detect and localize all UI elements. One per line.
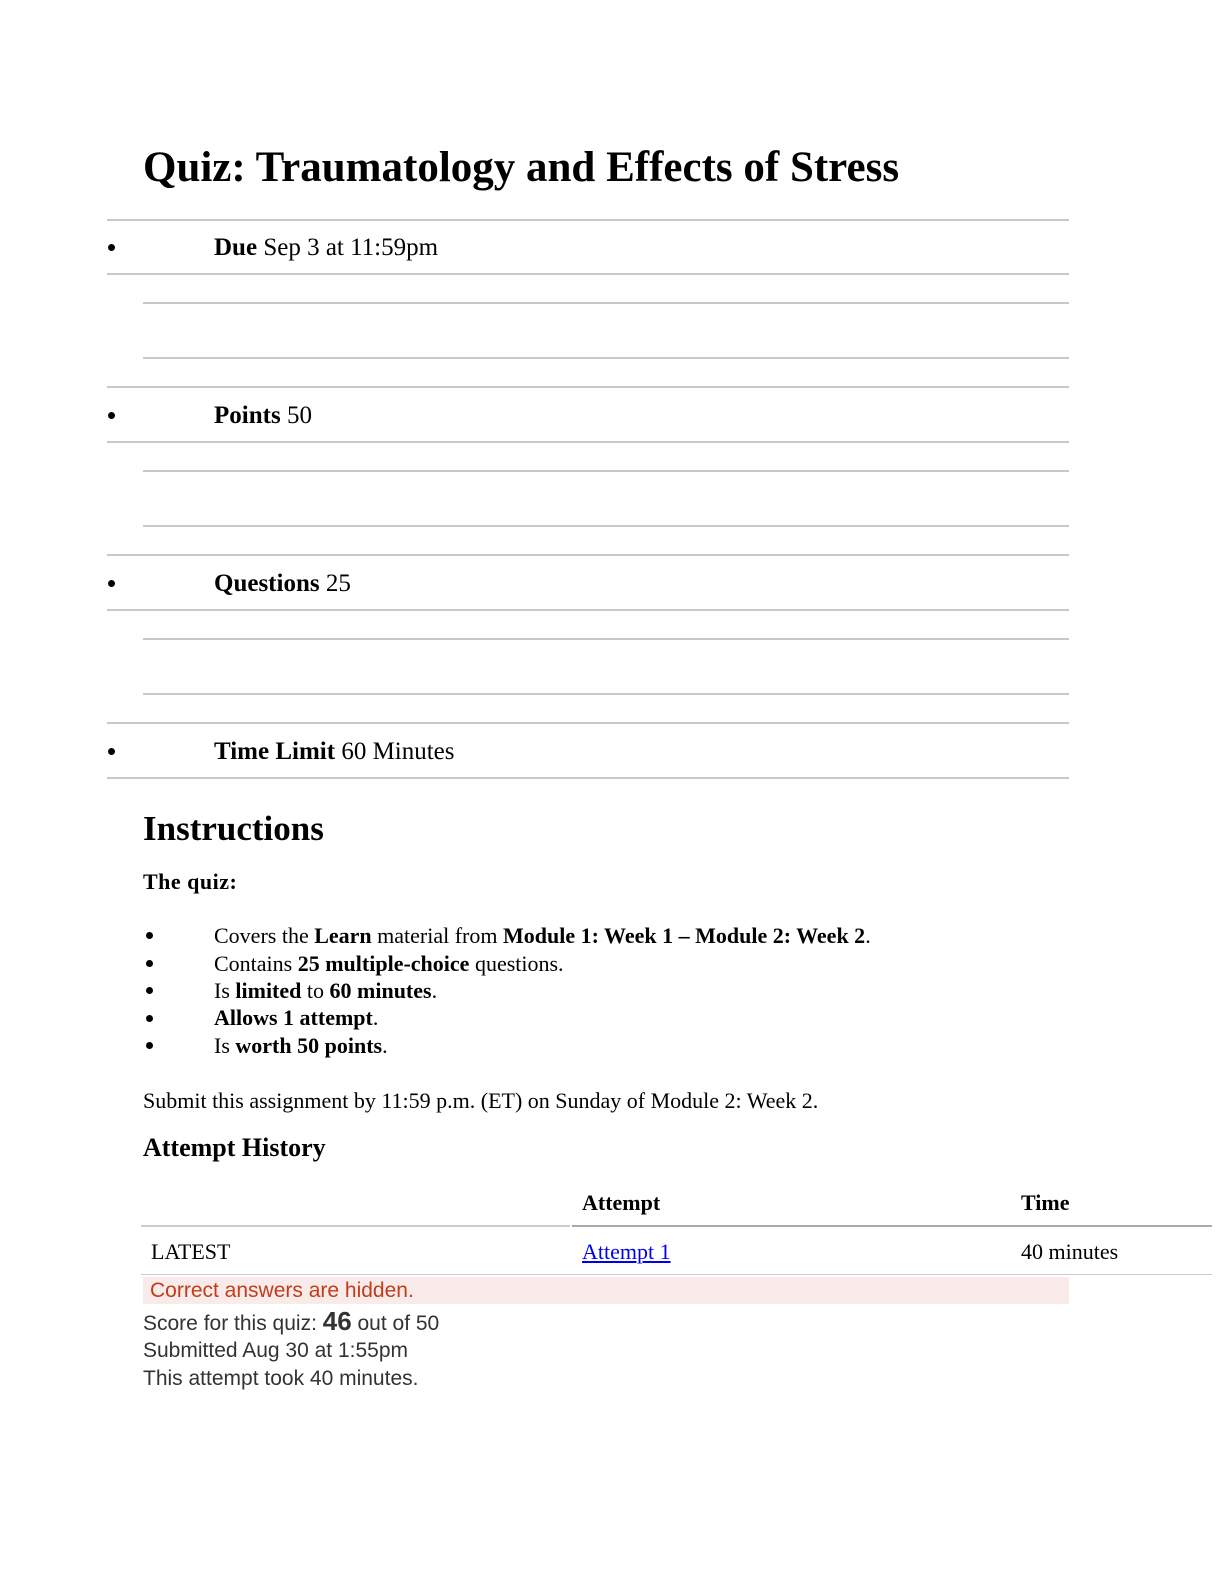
divider: [143, 525, 1069, 527]
bullet-icon: [146, 960, 153, 967]
due-item: [214, 233, 438, 263]
attempt-history-heading: Attempt History: [143, 1133, 326, 1162]
score-line: [143, 1307, 439, 1338]
hidden-answers-notice: Correct answers are hidden.: [150, 1279, 414, 1302]
divider: [143, 302, 1069, 304]
points-value: 50: [286, 402, 312, 429]
time-limit-value: 60 Minutes: [341, 738, 455, 765]
divider: [107, 554, 1069, 556]
score-prefix: Score for this quiz:: [143, 1312, 323, 1335]
divider: [107, 777, 1069, 779]
column-header-time: Time: [1021, 1190, 1070, 1215]
duration-line: This attempt took 40 minutes.: [143, 1367, 419, 1390]
bullet-icon: [146, 1042, 153, 1049]
points-item: [214, 401, 312, 431]
latest-label: LATEST: [151, 1239, 231, 1264]
bullet-icon: [108, 748, 115, 755]
bullet-icon: [146, 987, 153, 994]
list-item: Is limited to 60 minutes.: [214, 978, 438, 1003]
score-suffix: out of 50: [351, 1312, 440, 1335]
list-item: Allows 1 attempt.: [214, 1005, 379, 1030]
page-title: Quiz: Traumatology and Effects of Stress: [143, 144, 900, 191]
table-header-divider: [572, 1225, 1212, 1227]
divider: [143, 357, 1069, 359]
divider: [143, 470, 1069, 472]
due-label: Due: [214, 234, 258, 261]
divider: [143, 693, 1069, 695]
list-item: Is worth 50 points.: [214, 1033, 388, 1058]
divider: [107, 219, 1069, 221]
bullet-icon: [146, 932, 153, 939]
list-item: Covers the Learn material from Module 1: Week 1 – Module 2: Week 2.: [214, 923, 871, 948]
due-value: Sep 3 at 11:59pm: [263, 234, 439, 261]
questions-item: [214, 569, 351, 599]
table-header-divider: [141, 1225, 570, 1227]
bullet-icon: [108, 580, 115, 587]
score-value: 46: [322, 1306, 352, 1336]
instructions-heading: Instructions: [143, 809, 324, 848]
submit-note: Submit this assignment by 11:59 p.m. (ET) on Sunday of Module 2: Week 2.: [143, 1088, 819, 1113]
divider: [107, 273, 1069, 275]
attempt-time: 40 minutes: [1021, 1239, 1119, 1264]
list-item: Contains 25 multiple-choice questions.: [214, 951, 564, 976]
questions-label: Questions: [214, 570, 320, 597]
divider: [107, 722, 1069, 724]
table-row-divider: [141, 1274, 1212, 1275]
bullet-icon: [108, 412, 115, 419]
attempt-link[interactable]: Attempt 1: [582, 1239, 671, 1264]
submitted-line: Submitted Aug 30 at 1:55pm: [143, 1339, 409, 1362]
divider: [143, 638, 1069, 640]
instructions-intro: The quiz:: [143, 869, 238, 894]
column-header-attempt: Attempt: [582, 1190, 661, 1215]
questions-value: 25: [325, 570, 351, 597]
bullet-icon: [108, 244, 115, 251]
points-label: Points: [214, 402, 281, 429]
divider: [107, 441, 1069, 443]
divider: [107, 609, 1069, 611]
bullet-icon: [146, 1015, 153, 1022]
time-limit-label: Time Limit: [214, 738, 336, 765]
time-limit-item: [214, 737, 455, 767]
divider: [107, 386, 1069, 388]
